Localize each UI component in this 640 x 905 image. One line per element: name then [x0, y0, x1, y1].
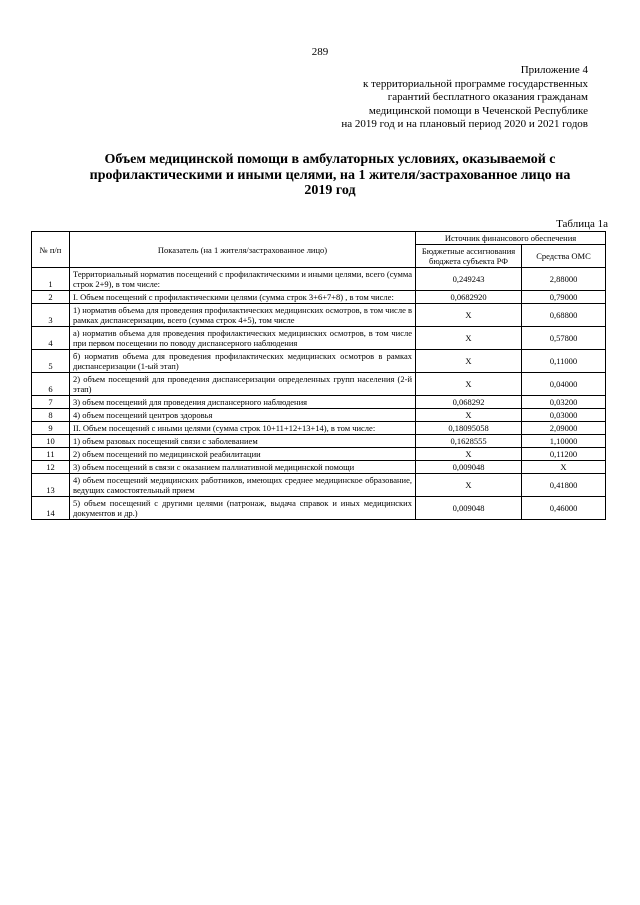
- header-budget: Бюджетные ассигнования бюджета субъекта РФ: [416, 245, 522, 268]
- appendix-lines: [268, 78, 588, 132]
- table-row: [32, 409, 606, 422]
- row-oms-value: 0,79000: [522, 291, 606, 304]
- row-indicator: а) норматив объема для проведения профилактических медицинских осмотров, в том числе при первом посещении по поводу диспансерного наблюдения: [70, 327, 416, 350]
- row-oms-value: 0,41800: [522, 474, 606, 497]
- row-indicator: Территориальный норматив посещений с профилактическими и иными целями, всего (сумма строк 2+9), в том числе:: [70, 268, 416, 291]
- table-row: [32, 396, 606, 409]
- row-oms-value: 0,46000: [522, 497, 606, 520]
- page-number: 289: [311, 46, 329, 58]
- row-indicator: 2) объем посещений для проведения диспансеризации определенных групп населения (2-й этап): [70, 373, 416, 396]
- row-number: 1: [32, 268, 70, 291]
- appendix-line: к территориальной программе государственных: [363, 77, 588, 90]
- row-oms-value: 0,11000: [522, 350, 606, 373]
- row-budget-value: 0,249243: [416, 268, 522, 291]
- appendix-line: на 2019 год и на плановый период 2020 и 2021 годов: [341, 118, 588, 130]
- header-num: № п/п: [32, 232, 70, 268]
- row-indicator: 2) объем посещений по медицинской реабилитации: [70, 448, 416, 461]
- table-row: [32, 373, 606, 396]
- table-row: [32, 422, 606, 435]
- row-number: 5: [32, 350, 70, 373]
- header-indicator: Показатель (на 1 жителя/застрахованное лицо): [70, 232, 416, 268]
- row-number: 10: [32, 435, 70, 448]
- row-number: 7: [32, 396, 70, 409]
- row-budget-value: 0,009048: [416, 461, 522, 474]
- table-row: [32, 304, 606, 327]
- row-budget-value: X: [416, 350, 522, 373]
- row-number: 13: [32, 474, 70, 497]
- row-budget-value: 0,18095058: [416, 422, 522, 435]
- table-row: [32, 350, 606, 373]
- row-budget-value: X: [416, 409, 522, 422]
- row-budget-value: X: [416, 474, 522, 497]
- row-oms-value: 0,04000: [522, 373, 606, 396]
- document-title: Объем медицинской помощи в амбулаторных условиях, оказываемой с профилактическими и иными целями, на 1 жителя/застрахованное лицо на 2019 год: [89, 152, 571, 198]
- row-indicator: б) норматив объема для проведения профилактических медицинских осмотров в рамках диспансеризации (1-ый этап): [70, 350, 416, 373]
- row-oms-value: X: [522, 461, 606, 474]
- table-row: [32, 461, 606, 474]
- appendix-line: гарантий бесплатного оказания гражданам: [387, 91, 588, 103]
- row-number: 12: [32, 461, 70, 474]
- row-budget-value: X: [416, 327, 522, 350]
- table-row: [32, 497, 606, 520]
- row-budget-value: 0,0682920: [416, 291, 522, 304]
- row-budget-value: 0,1628555: [416, 435, 522, 448]
- row-number: 6: [32, 373, 70, 396]
- row-number: 9: [32, 422, 70, 435]
- table-row: [32, 435, 606, 448]
- table-row: [32, 448, 606, 461]
- row-number: 14: [32, 497, 70, 520]
- header-oms: Средства ОМС: [522, 245, 606, 268]
- table-row: [32, 327, 606, 350]
- table-row: [32, 474, 606, 497]
- header-source: Источник финансового обеспечения: [416, 232, 606, 245]
- appendix-block: [268, 64, 588, 132]
- volume-table: [31, 231, 606, 520]
- table-body: [32, 268, 606, 520]
- row-budget-value: X: [416, 448, 522, 461]
- row-number: 4: [32, 327, 70, 350]
- row-indicator: II. Объем посещений с иными целями (сумма строк 10+11+12+13+14), в том числе:: [70, 422, 416, 435]
- row-indicator: 4) объем посещений медицинских работников, имеющих среднее медицинское образование, ведущих самостоятельный прием: [70, 474, 416, 497]
- row-indicator: I. Объем посещений с профилактическими целями (сумма строк 3+6+7+8) , в том числе:: [70, 291, 416, 304]
- row-number: 2: [32, 291, 70, 304]
- row-number: 11: [32, 448, 70, 461]
- row-oms-value: 0,03000: [522, 409, 606, 422]
- header-row: [32, 232, 606, 245]
- row-budget-value: X: [416, 373, 522, 396]
- row-number: 3: [32, 304, 70, 327]
- row-oms-value: 0,68800: [522, 304, 606, 327]
- row-indicator: 1) норматив объема для проведения профилактических медицинских осмотров, в том числе в рамках диспансеризации, всего (сумма строк 4+5), том числе: [70, 304, 416, 327]
- row-indicator: 3) объем посещений в связи с оказанием паллиативной медицинской помощи: [70, 461, 416, 474]
- row-oms-value: 2,09000: [522, 422, 606, 435]
- appendix-line: медицинской помощи в Чеченской Республике: [368, 104, 588, 117]
- row-indicator: 4) объем посещений центров здоровья: [70, 409, 416, 422]
- row-oms-value: 0,57800: [522, 327, 606, 350]
- table-label: Таблица 1а: [556, 218, 608, 230]
- row-indicator: 3) объем посещений для проведения диспансерного наблюдения: [70, 396, 416, 409]
- row-budget-value: 0,009048: [416, 497, 522, 520]
- row-oms-value: 2,88000: [522, 268, 606, 291]
- row-oms-value: 1,10000: [522, 435, 606, 448]
- row-indicator: 1) объем разовых посещений связи с заболеванием: [70, 435, 416, 448]
- row-oms-value: 0,03200: [522, 396, 606, 409]
- row-budget-value: X: [416, 304, 522, 327]
- row-budget-value: 0,068292: [416, 396, 522, 409]
- table-row: [32, 291, 606, 304]
- row-number: 8: [32, 409, 70, 422]
- row-indicator: 5) объем посещений с другими целями (патронаж, выдача справок и иных медицинских документов и др.): [70, 497, 416, 520]
- table-row: [32, 268, 606, 291]
- row-oms-value: 0,11200: [522, 448, 606, 461]
- appendix-title: Приложение 4: [520, 64, 588, 76]
